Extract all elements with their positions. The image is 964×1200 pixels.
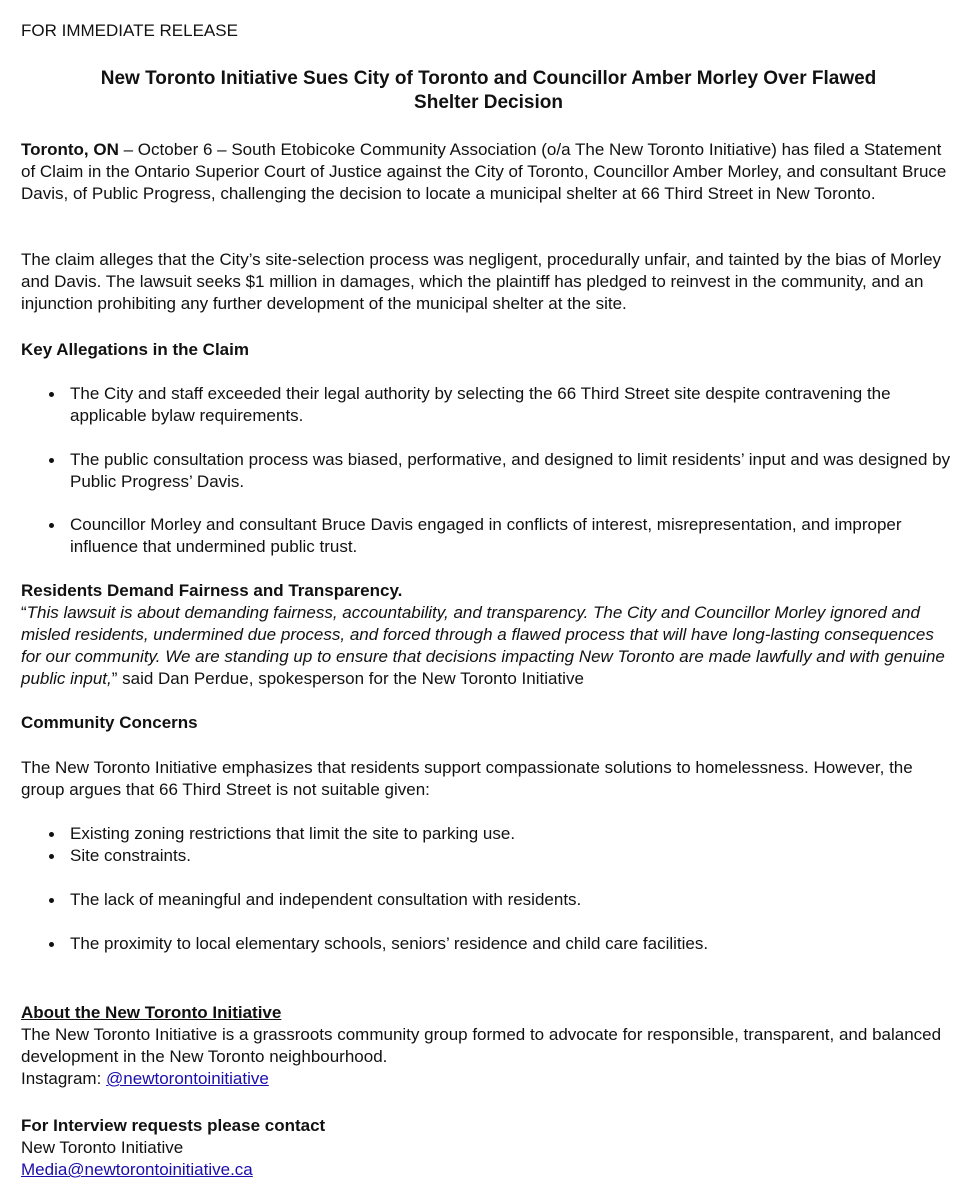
instagram-line (21, 1068, 956, 1090)
allegations-heading: Key Allegations in the Claim (21, 340, 249, 359)
spokesperson-quote: This lawsuit is about demanding fairness, accountability, and transparency. The City and Councillor Morley ignored and misled residents, undermined due process, and forced through a flawed process that will have long-lasting consequences for our community. We are standing up to ensure that decisions impacting New Toronto are made lawfully and with genuine public input, (21, 603, 945, 688)
about-paragraph: The New Toronto Initiative is a grassroots community group formed to advocate for responsible, transparent, and balanced development in the New Toronto neighbourhood. (21, 1025, 942, 1066)
dateline: Toronto, ON (21, 140, 119, 159)
list-item: The proximity to local elementary schools, seniors’ residence and child care facilities. (21, 933, 956, 955)
claim-text: The claim alleges that the City’s site-selection process was negligent, procedurally unfair, and tainted by the bias of Morley and Davis. The lawsuit seeks $1 million in damages, which the plaintiff has pledged to reinvest in the community, and an injunction prohibiting any further development of the municipal shelter at the site. (21, 250, 942, 313)
list-item: Existing zoning restrictions that limit the site to parking use. (21, 823, 956, 845)
headline-line-2: Shelter Decision (414, 92, 563, 113)
intro-paragraph (21, 139, 956, 205)
open-quote: “ (21, 603, 27, 622)
contact-email-line (21, 1159, 956, 1181)
instagram-label: Instagram: (21, 1069, 107, 1088)
residents-quote-paragraph (21, 602, 956, 690)
contact-heading: For Interview requests please contact (21, 1116, 326, 1135)
list-item: The public consultation process was biased, performative, and designed to limit residents’ input and was designed by Public Progress’ Davis. (21, 449, 956, 493)
intro-text: – October 6 – South Etobicoke Community Association (o/a The New Toronto Initiative) has filed a Statement of Claim in the Ontario Superior Court of Justice against the City of Toronto, Councillor Amber Morley, and consultant Bruce Davis, of Public Progress, challenging the decision to locate a municipal shelter at 66 Third Street in New Toronto. (21, 140, 947, 203)
about-heading: About the New Toronto Initiative (21, 1003, 282, 1022)
headline-line-1: New Toronto Initiative Sues City of Toronto and Councillor Amber Morley Over Flawed (100, 68, 877, 89)
concerns-paragraph: The New Toronto Initiative emphasizes that residents support compassionate solutions to homelessness. However, the group argues that 66 Third Street is not suitable given: (21, 758, 913, 799)
quote-attribution: ” said Dan Perdue, spokesperson for the New Toronto Initiative (111, 669, 584, 688)
concerns-heading: Community Concerns (21, 713, 198, 732)
headline (21, 67, 956, 115)
contact-org: New Toronto Initiative (21, 1138, 184, 1157)
claim-paragraph (21, 249, 956, 315)
instagram-link[interactable]: @newtorontoinitiative (106, 1069, 269, 1088)
contact-email-link[interactable]: Media@newtorontoinitiative.ca (21, 1160, 253, 1179)
list-item: The City and staff exceeded their legal authority by selecting the 66 Third Street site despite contravening the applicable bylaw requirements. (21, 383, 956, 427)
list-item: Councillor Morley and consultant Bruce Davis engaged in conflicts of interest, misrepresentation, and improper influence that undermined public trust. (21, 514, 956, 558)
release-label: FOR IMMEDIATE RELEASE (21, 21, 238, 40)
list-item: Site constraints. (21, 845, 956, 867)
residents-heading: Residents Demand Fairness and Transparency. (21, 581, 403, 600)
list-item: The lack of meaningful and independent consultation with residents. (21, 889, 956, 911)
